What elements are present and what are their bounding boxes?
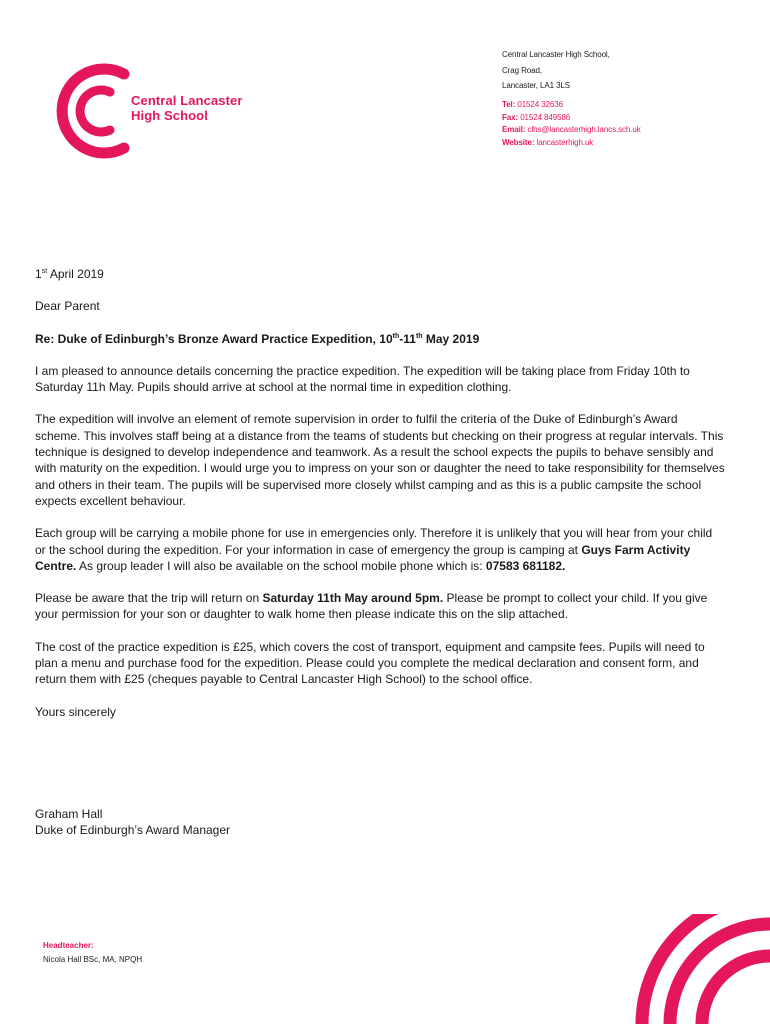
p3d: 07583 681182. xyxy=(485,558,566,573)
re-sup2: th xyxy=(415,332,423,340)
email-link[interactable]: clhs@lancasterhigh.lancs.sch.uk xyxy=(527,125,641,134)
contact-email xyxy=(502,124,641,137)
re-mid: -11 xyxy=(399,331,416,346)
p4b: Saturday 11th May around 5pm. xyxy=(262,591,444,606)
paragraph-5: The cost of the practice expedition is £25, which covers the cost of transport, equipment and campsite fees. Pupils will need to plan a menu and purchase food for the expedition. Please could you complete the medical declaration and consent form, and return them with £25 (cheques payable to Central Lancaster High School) to the school office. xyxy=(35,639,705,687)
contact-fax xyxy=(502,112,641,125)
paragraph-3 xyxy=(35,525,725,574)
tel-label: Tel: xyxy=(502,100,516,109)
closing: Yours sincerely xyxy=(35,704,116,719)
school-address xyxy=(502,47,610,94)
school-name-line2: High School xyxy=(131,108,208,123)
contact-details xyxy=(502,99,641,149)
date-sup: st xyxy=(41,268,48,275)
letter-body xyxy=(35,266,725,720)
school-name xyxy=(131,93,243,123)
salutation: Dear Parent xyxy=(35,299,100,314)
signatory-title: Duke of Edinburgh’s Award Manager xyxy=(35,823,231,838)
headteacher-name: Nicola Hall BSc, MA, NPQH xyxy=(43,955,143,964)
p4a: Please be aware that the trip will return on xyxy=(35,591,263,606)
fax-value: 01524 849586 xyxy=(520,112,571,122)
paragraph-2: The expedition will involve an element of remote supervision in order to fulfil the criteria of the Duke of Edinburgh’s Award scheme. This involves staff being at a distance from the teams of students but checking on their progress at regular intervals. This technique is designed to develop independence and teamwork. As a result the school expects the pupils to behave sensibly and with maturity on the expedition. I would urge you to impress on your son or daughter the need to take responsibility for themselves and others in their team. The pupils will be supervised more closely whilst camping and as this is a public campsite the school expects excellent behaviour. xyxy=(35,412,725,508)
re-prefix: Re: Duke of Edinburgh’s Bronze Award Practice Expedition, 10 xyxy=(35,331,393,346)
signatory-name: Graham Hall xyxy=(35,807,103,821)
address-line2: Crag Road, xyxy=(502,65,542,75)
re-suffix: May 2019 xyxy=(422,331,480,346)
contact-tel xyxy=(502,99,641,112)
subject-line xyxy=(35,331,725,347)
signature-block xyxy=(35,806,230,839)
address-line1: Central Lancaster High School, xyxy=(502,50,610,59)
school-name-line1: Central Lancaster xyxy=(131,93,243,108)
headteacher-label: Headteacher: xyxy=(43,941,94,950)
date-rest: April 2019 xyxy=(47,267,104,281)
p3b: Guys Farm Activity Centre. xyxy=(35,542,691,573)
fax-label: Fax: xyxy=(502,112,519,122)
date-day: 1 xyxy=(35,267,42,281)
address-line3: Lancaster, LA1 3LS xyxy=(502,81,571,90)
p3a: Each group will be carrying a mobile phone for use in emergencies only. Therefore it is unlikely that you will hear from your child or the school during the expedition. For your information in case of emergency the group is camping at xyxy=(35,526,713,557)
email-label: Email: xyxy=(502,125,526,134)
corner-decoration xyxy=(630,914,770,1024)
tel-value: 01524 32636 xyxy=(517,100,563,109)
paragraph-4 xyxy=(35,590,725,623)
p4c: Please be prompt to collect your child. If you give your permission for your son or daughter to walk home then please indicate this on the slip attached. xyxy=(35,591,708,622)
paragraph-1: I am pleased to announce details concerning the practice expedition. The expedition will be taking place from Friday 10th to Saturday 11h May. Pupils should arrive at school at the normal time in expedition clothing. xyxy=(35,363,690,395)
p3c: As group leader I will also be available on the school mobile phone which is: xyxy=(76,558,486,573)
letter-date xyxy=(35,266,725,282)
contact-website xyxy=(502,137,641,150)
website-label: Website: xyxy=(502,137,535,147)
re-sup1: th xyxy=(392,332,400,340)
website-link[interactable]: lancasterhigh.uk xyxy=(536,137,594,147)
